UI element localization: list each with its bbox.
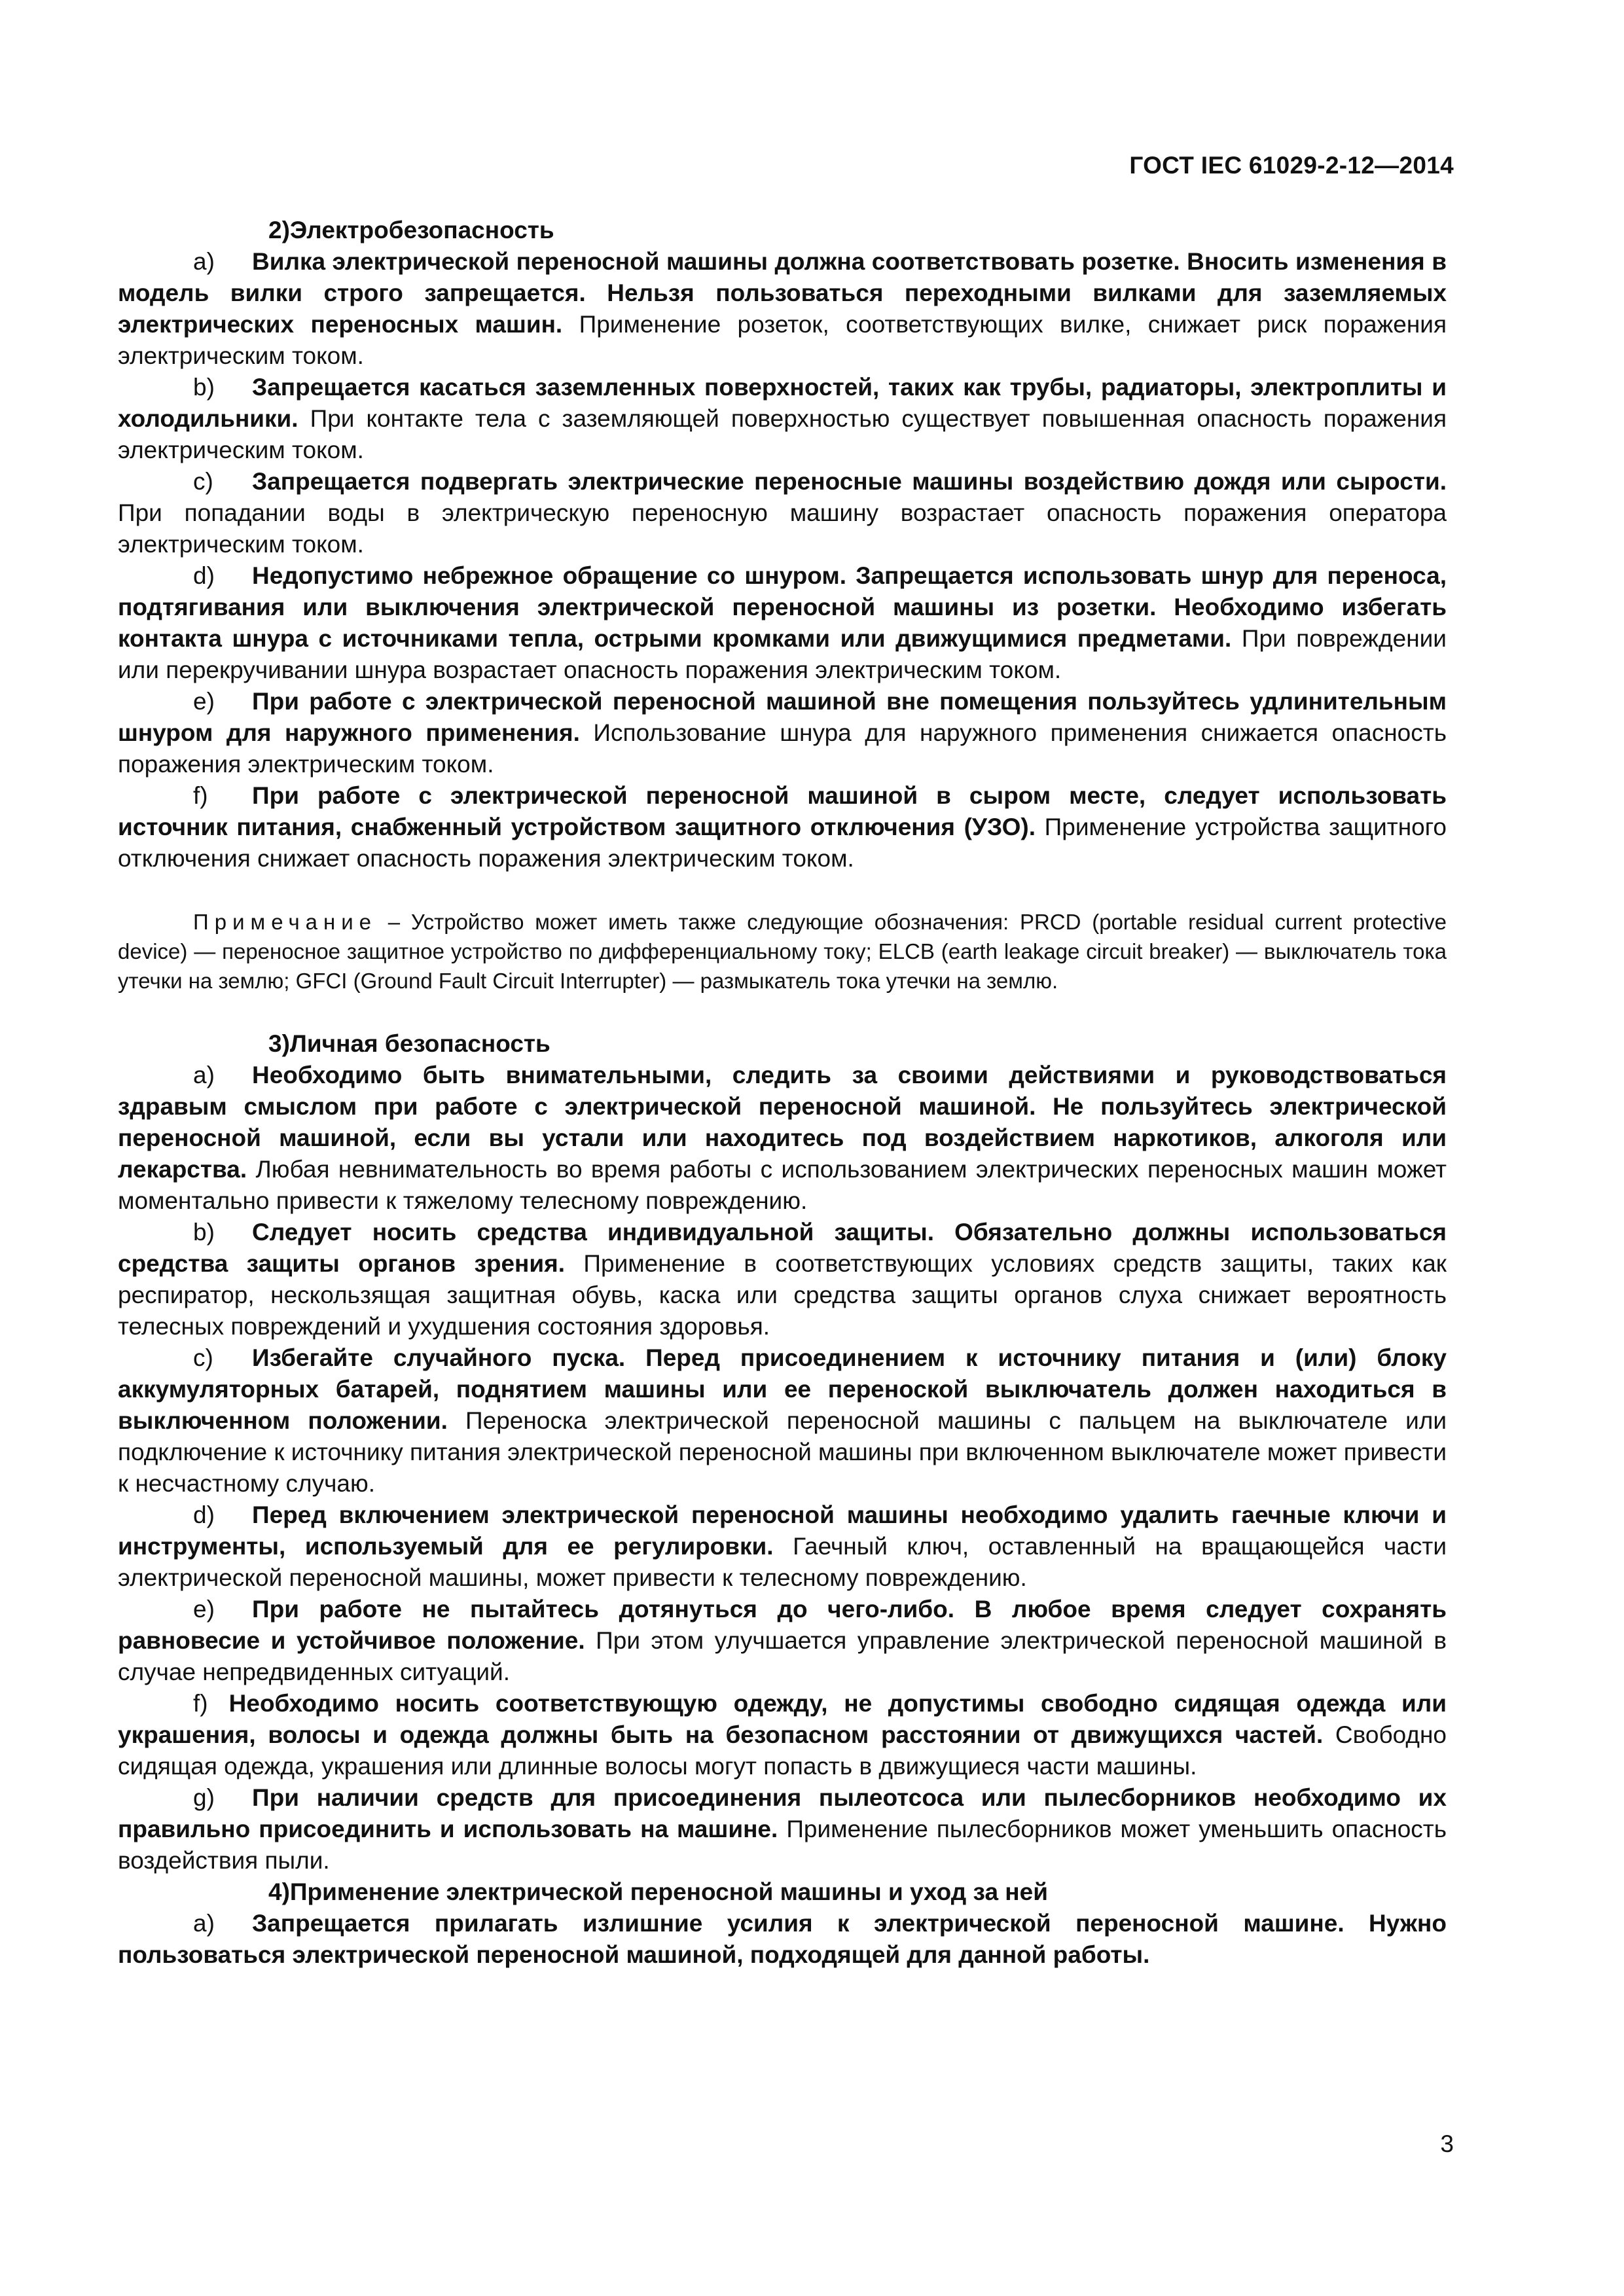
item-marker: b): [193, 374, 215, 401]
section-title: Личная безопасность: [289, 1030, 550, 1057]
item-bold-text: При работе с электрической переносной машиной в сыром месте, следует использовать источник питания, снабженный устройством защитного отключения (УЗО).: [118, 782, 1447, 840]
item-bold-text: Необходимо носить соответствующую одежду, не допустимы свободно сидящая одежда или украшения, волосы и одежда должны быть на безопасном расстоянии от движущихся частей.: [118, 1690, 1447, 1748]
note-text: – Устройство может иметь также следующие обозначения: PRCD (portable residual current protective device) — переносное защитное устройство по дифференциальному току; ELCB (earth leakage circuit breaker) — выключатель тока утечки на землю; GFCI (Ground Fault Circuit Interrupter) — размыкатель тока утечки на землю.: [118, 910, 1447, 993]
item-text: При попадании воды в электрическую переносную машину возрастает опасность поражения оператора электрическим током.: [118, 499, 1447, 558]
item-bold-text: Перед включением электрической переносной машины необходимо удалить гаечные ключи и инструменты, используемый для ее регулировки.: [118, 1501, 1447, 1560]
item-marker: e): [193, 1596, 215, 1623]
item-marker: c): [193, 1344, 213, 1371]
item-marker: b): [193, 1219, 215, 1246]
paragraph-4a: [118, 1908, 1447, 1971]
item-text: При контакте тела с заземляющей поверхностью существует повышенная опасность поражения электрическим током.: [118, 405, 1447, 463]
item-marker: a): [193, 1062, 215, 1088]
item-marker: a): [193, 1910, 215, 1937]
item-bold-text: При работе с электрической переносной машиной вне помещения пользуйтесь удлинительным шнуром для наружного применения.: [118, 688, 1447, 746]
paragraph-3f: [118, 1688, 1447, 1782]
item-marker: d): [193, 562, 215, 589]
item-bold-text: Недопустимо небрежное обращение со шнуром. Запрещается использовать шнур для переноса, подтягивания или выключения электрической переносной машины из розетки. Необходимо избегать контакта шнура с источниками тепла, острыми кромками или движущимися предметами.: [118, 562, 1447, 652]
item-marker: g): [193, 1784, 215, 1811]
item-text: Гаечный ключ, оставленный на вращающейся части электрической переносной машины, может привести к телесному повреждению.: [118, 1533, 1447, 1591]
item-text: Свободно сидящая одежда, украшения или длинные волосы могут попасть в движущиеся части машины.: [118, 1721, 1447, 1780]
item-text: Любая невнимательность во время работы с использованием электрических переносных машин может моментально привести к тяжелому телесному повреждению.: [118, 1156, 1447, 1214]
section-title: Применение электрической переносной машины и уход за ней: [289, 1878, 1048, 1905]
item-bold-text: Запрещается прилагать излишние усилия к электрической переносной машине. Нужно пользоваться электрической переносной машиной, подходящей для данной работы.: [118, 1910, 1447, 1968]
section-title: Электробезопасность: [289, 217, 554, 243]
item-bold-text: Запрещается касаться заземленных поверхностей, таких как трубы, радиаторы, электроплиты и холодильники.: [118, 374, 1447, 432]
document-body: [118, 215, 1447, 1971]
item-bold-text: При наличии средств для присоединения пылеотсоса или пылесборников необходимо их правильно присоединить и использовать на машине.: [118, 1784, 1447, 1842]
paragraph-2e: [118, 686, 1447, 780]
item-marker: f): [193, 1690, 208, 1717]
item-bold-text: Необходимо быть внимательными, следить за своими действиями и руководствоваться здравым смыслом при работе с электрической переносной машиной. Не пользуйтесь электрической переносной машиной, если вы устали или находитесь под воздействием наркотиков, алкоголя или лекарства.: [118, 1062, 1447, 1183]
paragraph-3b: [118, 1217, 1447, 1342]
item-marker: d): [193, 1501, 215, 1528]
paragraph-2b: [118, 372, 1447, 466]
item-bold-text: Запрещается подвергать электрические переносные машины воздействию дождя или сырости.: [252, 468, 1447, 495]
item-marker: f): [193, 782, 208, 809]
paragraph-2d: [118, 560, 1447, 686]
section-heading-personal-safety: [118, 1028, 1447, 1060]
item-text: Применение пылесборников может уменьшить опасность воздействия пыли.: [118, 1816, 1447, 1874]
item-bold-text: При работе не пытайтесь дотянуться до чего-либо. В любое время следует сохранять равновесие и устойчивое положение.: [118, 1596, 1447, 1654]
paragraph-3g: [118, 1782, 1447, 1876]
document-standard-id: ГОСТ IEC 61029-2-12—2014: [1129, 152, 1454, 179]
page-number: 3: [1440, 2130, 1454, 2157]
item-text: Использование шнура для наружного применения снижается опасность поражения электрическим током.: [118, 719, 1447, 778]
section-heading-electrical-safety: [118, 215, 1447, 246]
paragraph-3d: [118, 1499, 1447, 1594]
paragraph-3a: [118, 1060, 1447, 1217]
paragraph-2f: [118, 780, 1447, 874]
paragraph-3c: [118, 1342, 1447, 1499]
item-bold-text: Вилка электрической переносной машины должна соответствовать розетке. Вносить изменения в модель вилки строго запрещается. Нельзя пользоваться переходными вилками для заземляемых электрических переносных машин.: [118, 248, 1447, 338]
item-text: При повреждении или перекручивании шнура возрастает опасность поражения электрическим током.: [118, 625, 1447, 683]
item-marker: e): [193, 688, 215, 715]
item-text: Применение розеток, соответствующих вилке, снижает риск поражения электрическим током.: [118, 311, 1447, 369]
section-number: 2): [268, 217, 290, 243]
note-paragraph: [118, 907, 1447, 996]
item-text: При этом улучшается управление электрической переносной машиной в случае непредвиденных ситуаций.: [118, 1627, 1447, 1685]
paragraph-2a: [118, 246, 1447, 372]
paragraph-2c: [118, 466, 1447, 560]
item-marker: a): [193, 248, 215, 275]
item-text: Применение устройства защитного отключения снижает опасность поражения электрическим током.: [118, 814, 1447, 872]
item-marker: c): [193, 468, 213, 495]
item-bold-text: Избегайте случайного пуска. Перед присоединением к источнику питания и (или) блоку аккумуляторных батарей, поднятием машины или ее переноской выключатель должен находиться в выключенном положении.: [118, 1344, 1447, 1434]
section-number: 4): [268, 1878, 290, 1905]
item-text: Переноска электрической переносной машины с пальцем на выключателе или подключение к источнику питания электрической переносной машины при включенном выключателе может привести к несчастному случаю.: [118, 1407, 1447, 1497]
item-text: Применение в соответствующих условиях средств защиты, таких как респиратор, нескользящая защитная обувь, каска или средства защиты органов слуха снижает вероятность телесных повреждений и ухудшения состояния здоровья.: [118, 1250, 1447, 1340]
note-label: Примечание: [193, 910, 378, 934]
paragraph-3e: [118, 1594, 1447, 1688]
item-bold-text: Следует носить средства индивидуальной защиты. Обязательно должны использоваться средства защиты органов зрения.: [118, 1219, 1447, 1277]
section-number: 3): [268, 1030, 290, 1057]
section-heading-tool-use-and-care: [118, 1876, 1447, 1908]
